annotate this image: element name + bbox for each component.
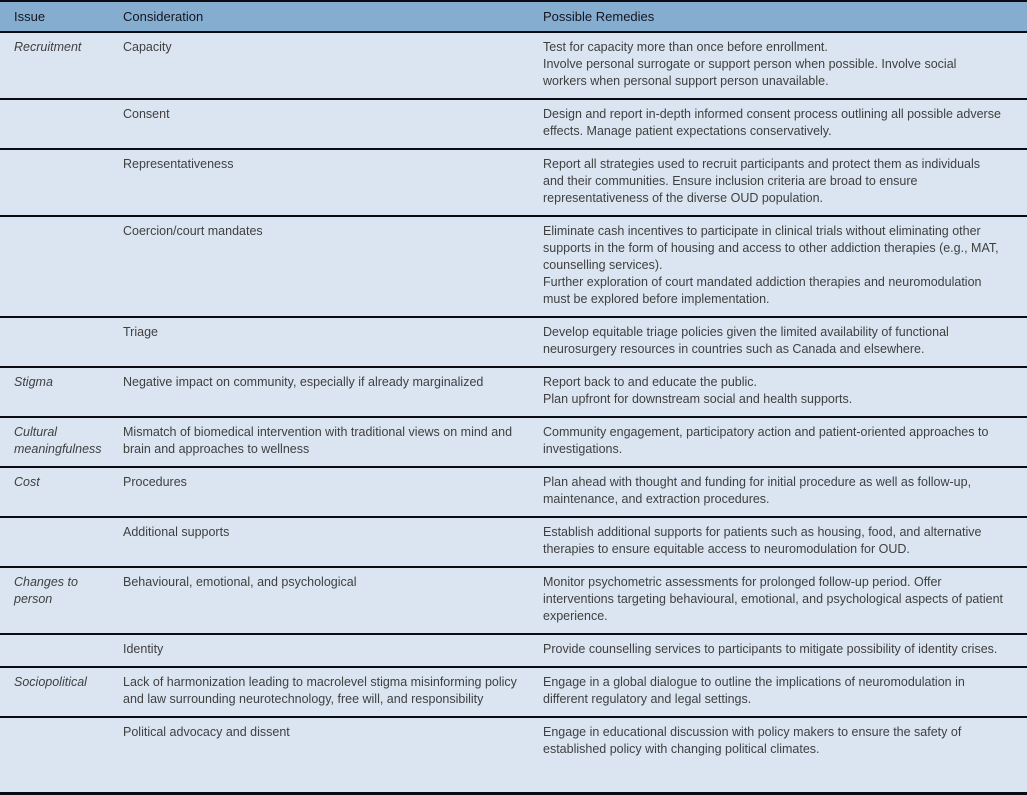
issue-cell [0,150,123,215]
remedy-line: Engage in educational discussion with policy makers to ensure the safety of established policy with changing political climates. [543,725,962,756]
remedy-line: Community engagement, participatory action and patient-oriented approaches to investigations. [543,425,989,456]
consideration-cell: Lack of harmonization leading to macrolevel stigma misinforming policy and law surrounding neurotechnology, free will, and responsibility [123,675,517,706]
consideration-cell: Political advocacy and dissent [123,725,290,739]
table-row [0,316,1027,366]
consideration-cell: Consent [123,107,170,121]
remedy-line: Establish additional supports for patients such as housing, food, and alternative therapies to ensure equitable access to neuromodulation for OUD. [543,525,982,556]
remedy-line: Develop equitable triage policies given the limited availability of functional neurosurgery resources in countries such as Canada and elsewhere. [543,325,949,356]
table-row [0,716,1027,766]
consideration-cell: Behavioural, emotional, and psychological [123,575,357,589]
issue-cell [0,100,123,148]
issue-cell [0,635,123,666]
remedies-cell [543,418,1027,466]
table-row [0,416,1027,466]
issue-cell [0,518,123,566]
column-header-consideration: Consideration [123,9,204,24]
issue-cell [0,217,123,316]
issue-cell: Changes to person [14,575,78,606]
remedies-cell [543,150,1027,215]
remedy-line: Test for capacity more than once before enrollment. [543,40,828,54]
remedy-line: Monitor psychometric assessments for prolonged follow-up period. Offer interventions targeting behavioural, emotional, and psychological aspects of patient experience. [543,575,1004,623]
consideration-cell: Negative impact on community, especially if already marginalized [123,375,484,389]
remedy-line: Design and report in-depth informed consent process outlining all possible adverse effects. Manage patient expectations conservatively. [543,107,1001,138]
consideration-cell: Identity [123,642,164,656]
remedy-line: Involve personal surrogate or support person when possible. Involve social workers when personal support person unavailable. [543,57,957,88]
remedy-line: Plan upfront for downstream social and health supports. [543,392,853,406]
issue-cell [0,318,123,366]
table-row [0,516,1027,566]
remedies-cell [543,33,1027,98]
table-row [0,466,1027,516]
remedy-line: Provide counselling services to participants to mitigate possibility of identity crises. [543,642,998,656]
issue-cell: Stigma [14,375,53,389]
remedies-cell [543,468,1027,516]
column-header-remedies: Possible Remedies [543,9,655,24]
remedy-line: Further exploration of court mandated addiction therapies and neuromodulation must be explored before implementation. [543,275,982,306]
issue-cell: Recruitment [14,40,82,54]
consideration-cell: Triage [123,325,158,339]
issue-cell [0,718,123,766]
remedy-line: Report all strategies used to recruit participants and protect them as individuals and their communities. Ensure inclusion criteria are broad to ensure representativeness of the diverse OUD population. [543,157,981,205]
remedies-cell [543,668,1027,716]
remedies-cell [543,635,1027,666]
consideration-cell: Coercion/court mandates [123,224,263,238]
remedy-line: Eliminate cash incentives to participate in clinical trials without eliminating other supports in the form of housing and access to other addiction therapies (e.g., MAT, counselling services). [543,224,999,272]
remedies-cell [543,217,1027,316]
table-row [0,666,1027,716]
table-header-row [0,2,1027,31]
consideration-cell: Mismatch of biomedical intervention with traditional views on mind and brain and approaches to wellness [123,425,513,456]
table-row [0,633,1027,666]
issue-cell: Cultural meaningfulness [14,425,102,456]
issue-cell: Sociopolitical [14,675,87,689]
column-header-issue: Issue [14,9,46,24]
table-row [0,98,1027,148]
remedies-cell [543,718,1027,766]
table-row [0,215,1027,316]
consideration-cell: Capacity [123,40,172,54]
issue-cell: Cost [14,475,40,489]
table-row [0,366,1027,416]
table-row [0,148,1027,215]
remedy-line: Engage in a global dialogue to outline the implications of neuromodulation in different regulatory and legal settings. [543,675,965,706]
consideration-cell: Additional supports [123,525,230,539]
remedy-line: Plan ahead with thought and funding for initial procedure as well as follow-up, maintenance, and extraction procedures. [543,475,972,506]
table-row [0,31,1027,98]
remedies-cell [543,368,1027,416]
remedies-cell [543,518,1027,566]
remedies-cell [543,318,1027,366]
remedies-cell [543,100,1027,148]
remedies-cell [543,568,1027,633]
consideration-cell: Procedures [123,475,187,489]
consideration-cell: Representativeness [123,157,234,171]
remedy-line: Report back to and educate the public. [543,375,758,389]
table-row [0,566,1027,633]
